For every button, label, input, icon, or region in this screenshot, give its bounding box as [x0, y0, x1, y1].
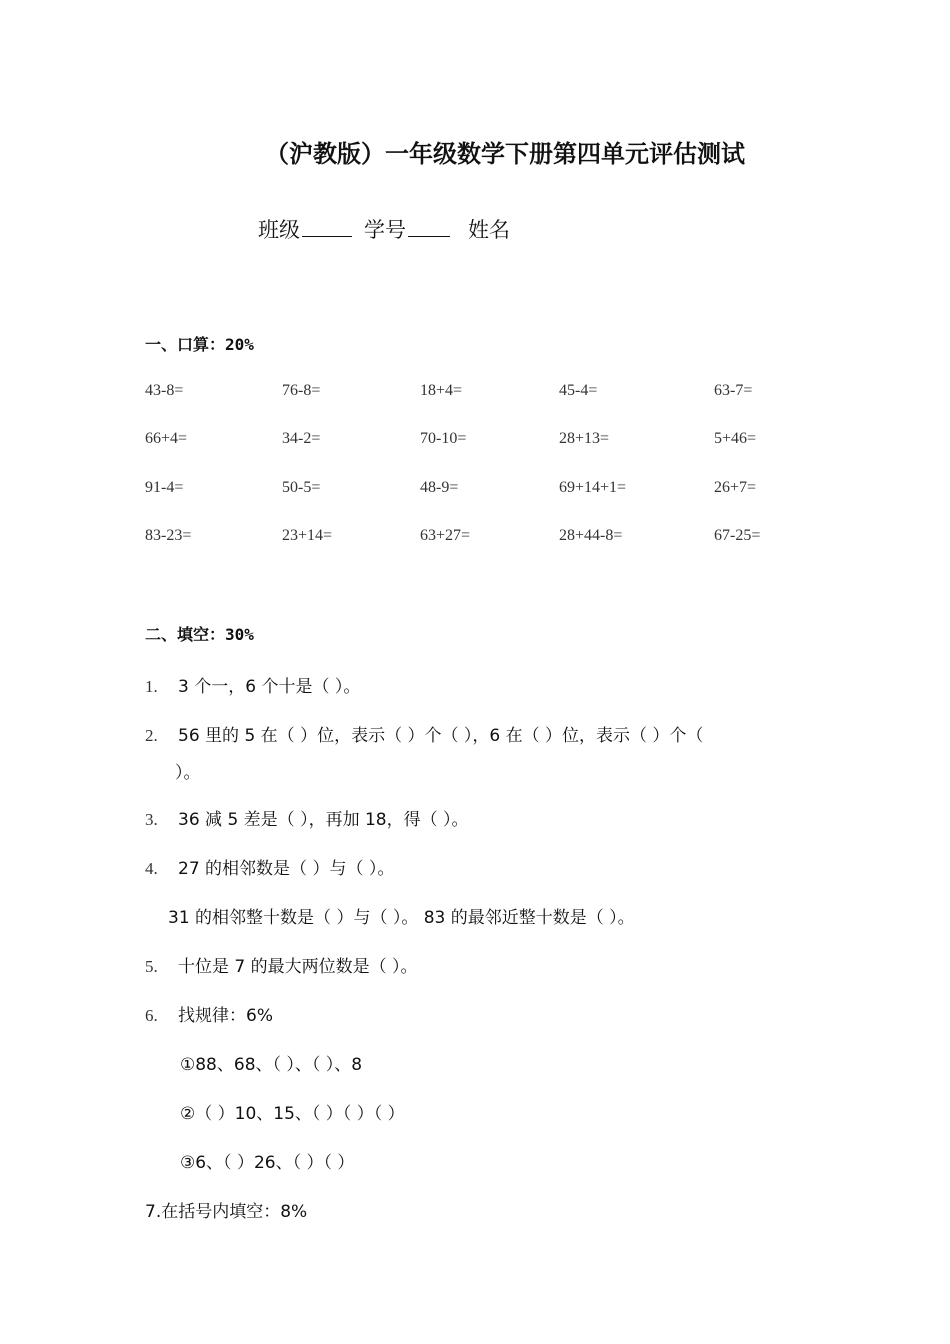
calc-row [145, 382, 845, 406]
section1-heading-text: 一、口算： [145, 335, 226, 354]
calc-item: 28+44-8= [559, 527, 623, 544]
question-number: 2. [145, 726, 158, 745]
calc-item: 43-8= [145, 382, 184, 399]
question-6 [145, 1001, 273, 1026]
pattern-item: ②（ ）10、15、（ ）（ ）（ ） [180, 1104, 405, 1124]
question-7: 7.在括号内填空：8% [145, 1202, 308, 1222]
calc-item: 50-5= [282, 479, 321, 496]
question-1 [145, 672, 360, 697]
question-number: 1. [145, 677, 158, 696]
calc-row [145, 527, 845, 551]
calc-item: 5+46= [714, 430, 757, 447]
question-text: 27 的相邻数是（ ）与（ ）。 [178, 859, 395, 879]
calc-row [145, 479, 845, 503]
question-text: 56 里的 5 在（ ）位，表示（ ）个（ ），6 在（ ）位，表示（ ）个（ [178, 726, 704, 746]
calc-item: 26+7= [714, 479, 757, 496]
section2-heading [145, 622, 254, 645]
question-text: 找规律：6% [178, 1006, 273, 1026]
question-number: 3. [145, 810, 158, 829]
question-text: 十位是 7 的最大两位数是（ ）。 [178, 957, 418, 977]
section2-percent: 30% [225, 625, 254, 644]
question-2-continued: ）。 [175, 763, 201, 783]
question-number: 5. [145, 957, 158, 976]
calc-item: 23+14= [282, 527, 333, 544]
calc-item: 91-4= [145, 479, 184, 496]
calc-item: 18+4= [420, 382, 463, 399]
class-blank[interactable] [302, 218, 352, 237]
question-3 [145, 805, 469, 830]
calc-row [145, 430, 845, 454]
section2-heading-text: 二、填空： [145, 625, 226, 644]
calc-item: 67-25= [714, 527, 761, 544]
student-info-line [258, 214, 510, 244]
name-label: 姓名 [468, 218, 510, 242]
question-2 [145, 721, 703, 746]
question-number: 6. [145, 1006, 158, 1025]
pattern-item: ①88、68、（ ）、（ ）、8 [180, 1055, 363, 1075]
page-title: （沪教版）一年级数学下册第四单元评估测试 [265, 140, 745, 168]
pattern-item: ③6、（ ）26、（ ）（ ） [180, 1153, 355, 1173]
calc-item: 34-2= [282, 430, 321, 447]
calc-item: 63+27= [420, 527, 471, 544]
class-label: 班级 [258, 218, 300, 242]
question-5 [145, 952, 418, 977]
question-4-sub: 31 的相邻整十数是（ ）与（ ）。 83 的最邻近整十数是（ ）。 [168, 908, 635, 928]
question-number: 4. [145, 859, 158, 878]
question-text: 36 减 5 差是（ ），再加 18，得（ ）。 [178, 810, 469, 830]
question-text: 3 个一，6 个十是（ ）。 [178, 677, 361, 697]
calc-item: 76-8= [282, 382, 321, 399]
question-4 [145, 854, 394, 879]
calc-item: 48-9= [420, 479, 459, 496]
calc-item: 45-4= [559, 382, 598, 399]
calc-item: 28+13= [559, 430, 610, 447]
section1-heading [145, 332, 254, 355]
calc-item: 66+4= [145, 430, 188, 447]
calc-item: 69+14+1= [559, 479, 627, 496]
section1-percent: 20% [225, 335, 254, 354]
id-label: 学号 [364, 218, 406, 242]
calc-item: 83-23= [145, 527, 192, 544]
calc-item: 63-7= [714, 382, 753, 399]
calc-item: 70-10= [420, 430, 467, 447]
id-blank[interactable] [408, 218, 450, 237]
